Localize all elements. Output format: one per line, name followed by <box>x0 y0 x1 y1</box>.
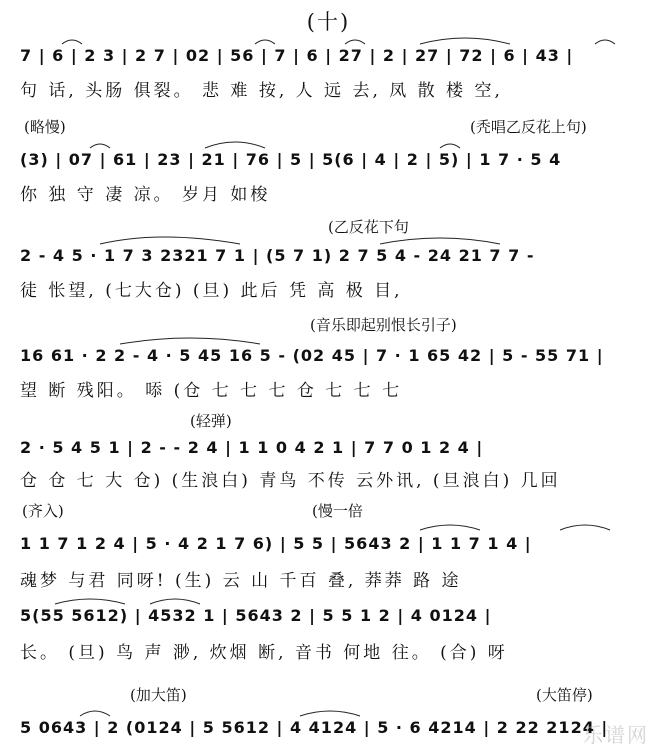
notation-line-5: 2 · 5 4 5 1 | 2 - - 2 4 | 1 1 0 4 2 1 | 7 7 0 1 2 4 | <box>20 438 484 457</box>
annotation-half-tempo: (慢一倍 <box>312 502 363 520</box>
slur-mark <box>205 142 265 148</box>
section-title: (十) <box>306 10 351 34</box>
notation-line-4: 16 61 · 2 2 - 4 · 5 45 16 5 - (02 45 | 7 · 1 65 42 | 5 - 55 71 | <box>20 346 604 365</box>
lyrics-line-6: 魂梦 与君 同呀! (生) 云 山 千百 叠, 莽莽 路 途 <box>20 571 462 591</box>
slur-mark <box>420 38 510 44</box>
annotation-flute-stop: (大笛停) <box>536 686 593 704</box>
watermark-logo: 乐谱网 <box>583 723 649 747</box>
slur-mark <box>80 711 110 716</box>
notation-line-3: 2 - 4 5 · 1 7 3 2321 7 1 | (5 7 1) 2 7 5 4 - 24 21 7 7 - <box>20 246 535 265</box>
lyrics-line-1: 句 话, 头肠 俱裂。 悲 难 按, 人 远 去, 凤 散 楼 空, <box>20 81 503 101</box>
slur-mark <box>300 711 360 716</box>
notation-line-1: 7 | 6 | 2 3 | 2 7 | 02 | 56 | 7 | 6 | 27 | 2 | 27 | 72 | 6 | 43 | <box>20 46 574 65</box>
slur-mark <box>440 144 460 148</box>
slur-mark <box>120 338 260 344</box>
notation-line-8: 5 0643 | 2 (0124 | 5 5612 | 4 4124 | 5 · 6 4214 | 2 22 2124 | <box>20 718 609 737</box>
slur-mark <box>380 238 500 244</box>
slur-mark <box>62 40 82 44</box>
slur-mark <box>150 599 200 604</box>
slur-mark <box>345 40 365 44</box>
slur-mark <box>255 40 275 44</box>
slur-mark <box>420 525 480 530</box>
slur-mark <box>560 525 610 530</box>
notation-line-2: (3) | 07 | 61 | 23 | 21 | 76 | 5 | 5(6 | 4 | 2 | 5) | 1 7 · 5 4 <box>20 150 562 169</box>
slur-mark <box>595 40 615 44</box>
notation-line-7: 5(55 5612) | 4532 1 | 5643 2 | 5 5 1 2 | 4 0124 | <box>20 606 492 625</box>
slur-mark <box>55 599 125 604</box>
lyrics-line-3: 徒 怅望, (七大仓) (旦) 此后 凭 高 极 目, <box>20 281 403 301</box>
lyrics-line-7: 长。 (旦) 鸟 声 渺, 炊烟 断, 音书 何地 往。 (合) 呀 <box>20 643 508 663</box>
lyrics-line-2: 你 独 守 凄 凉。 岁月 如梭 <box>20 185 271 205</box>
notation-line-6: 1 1 7 1 2 4 | 5 · 4 2 1 7 6) | 5 5 | 5643 2 | 1 1 7 1 4 | <box>20 534 532 553</box>
annotation-lower-phrase: (乙反花下句 <box>328 218 409 236</box>
slur-mark <box>100 237 240 244</box>
lyrics-line-4: 望 断 残阳。 㖭 (仓 七 七 七 仓 七 七 七 <box>20 381 403 401</box>
annotation-add-flute: (加大笛) <box>130 686 187 704</box>
annotation-free-singing: (秃唱乙反花上句) <box>470 118 587 136</box>
annotation-music-intro: (音乐即起别恨长引子) <box>310 316 457 334</box>
annotation-together: (齐入) <box>22 502 64 520</box>
lyrics-line-5: 仓 仓 七 大 仓) (生浪白) 青鸟 不传 云外讯, (旦浪白) 几回 <box>20 471 561 491</box>
annotation-slightly-slow: (略慢) <box>24 118 66 136</box>
annotation-light-pluck: (轻弹) <box>190 412 232 430</box>
slur-mark <box>90 144 110 148</box>
